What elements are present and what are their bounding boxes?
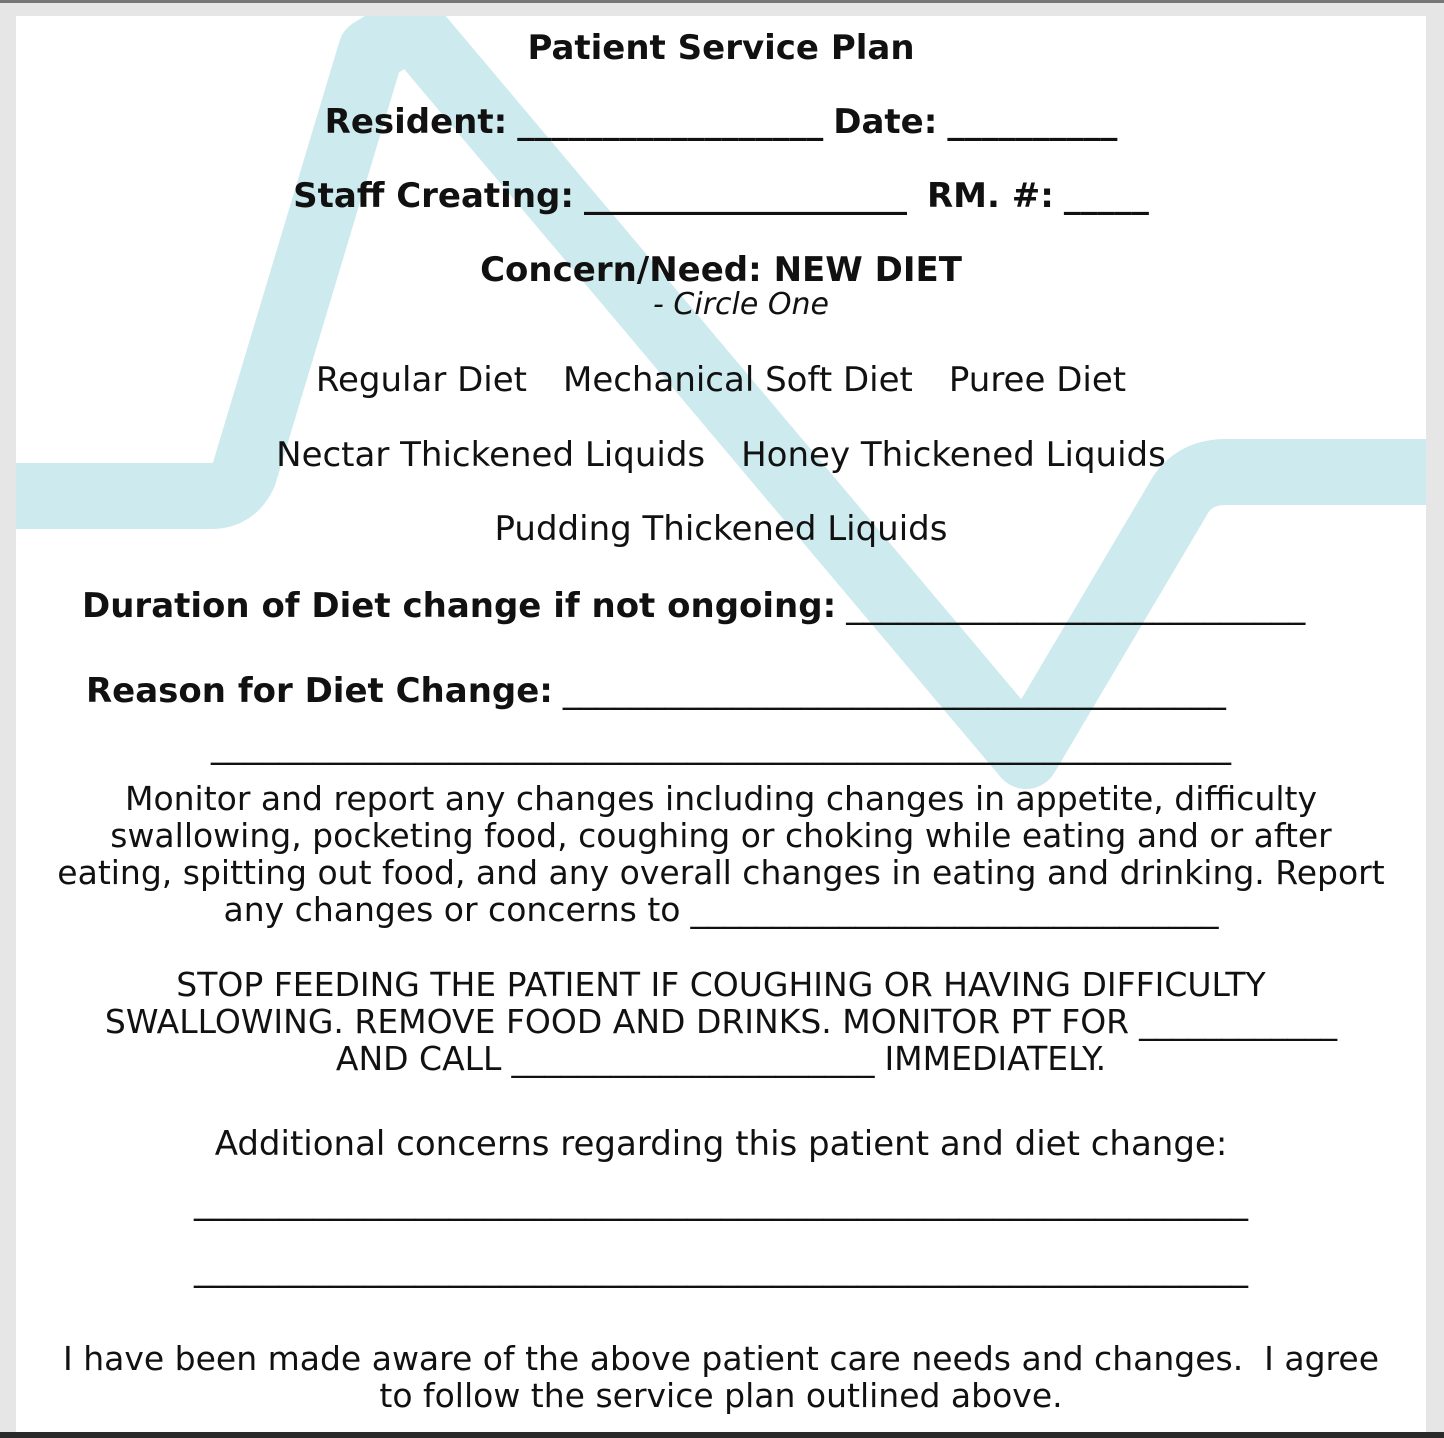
monitor-line-3: eating, spitting out food, and any overall changes in eating and drinking. Report <box>57 853 1385 892</box>
reason-field[interactable]: _______________________________________ <box>562 671 1226 711</box>
resident-date-row <box>16 104 1426 141</box>
monitor-instructions <box>16 780 1426 928</box>
reason-label: Reason for Diet Change: <box>86 671 553 711</box>
acknowledgement-line-2: to follow the service plan outlined above. <box>379 1376 1063 1415</box>
reason-row <box>86 673 1226 710</box>
stop-feeding-warning <box>16 966 1426 1077</box>
circle-one-note: - Circle One <box>653 287 829 322</box>
diet-options-row-3 <box>16 511 1426 548</box>
additional-concerns-field-1[interactable]: ______________________________________________________________ <box>194 1182 1248 1222</box>
acknowledgement-statement <box>16 1340 1426 1414</box>
option-nectar-thickened[interactable]: Nectar Thickened Liquids <box>276 435 706 475</box>
option-mechanical-soft-diet[interactable]: Mechanical Soft Diet <box>562 360 913 400</box>
option-puree-diet[interactable]: Puree Diet <box>948 360 1127 400</box>
stop-line-1: STOP FEEDING THE PATIENT IF COUGHING OR HAVING DIFFICULTY <box>176 965 1266 1004</box>
report-to-field[interactable]: ________________________________ <box>690 890 1219 929</box>
option-honey-thickened[interactable]: Honey Thickened Liquids <box>741 435 1166 475</box>
additional-concerns-field-2[interactable]: ______________________________________________________________ <box>194 1249 1248 1289</box>
resident-field[interactable]: __________________ <box>517 102 824 142</box>
stop-line-2: SWALLOWING. REMOVE FOOD AND DRINKS. MONITOR PT FOR ____________ <box>104 1002 1338 1041</box>
document-page <box>16 16 1426 1432</box>
acknowledgement-line-1: I have been made aware of the above patient care needs and changes. I agree <box>62 1339 1380 1378</box>
monitor-for-field[interactable]: ____________ <box>1139 1002 1338 1041</box>
stop-line-3: AND CALL ______________________ IMMEDIATELY. <box>335 1039 1107 1078</box>
concern-heading: Concern/Need: NEW DIET <box>480 250 962 290</box>
option-regular-diet[interactable]: Regular Diet <box>315 360 527 400</box>
duration-row <box>82 588 1305 625</box>
date-field[interactable]: __________ <box>947 102 1118 142</box>
additional-concerns-label: Additional concerns regarding this patient and diet change: <box>214 1124 1228 1164</box>
staff-label: Staff Creating: <box>293 176 574 216</box>
resident-label: Resident: <box>324 102 508 142</box>
top-frame-edge <box>0 0 1444 3</box>
page-title: Patient Service Plan <box>527 28 915 68</box>
call-field[interactable]: ______________________ <box>511 1039 875 1078</box>
room-label: RM. #: <box>926 176 1054 216</box>
reason-field-continued[interactable]: ____________________________________________________________ <box>211 726 1231 766</box>
staff-field[interactable]: ___________________ <box>583 176 907 216</box>
staff-room-row <box>16 178 1426 215</box>
room-field[interactable]: _____ <box>1063 176 1149 216</box>
monitor-line-1: Monitor and report any changes including changes in appetite, difficulty <box>124 779 1317 818</box>
monitor-line-4: any changes or concerns to ________________________________ <box>223 890 1219 929</box>
bottom-frame-edge <box>0 1432 1444 1438</box>
diet-options-row-2 <box>16 437 1426 474</box>
diet-options-row-1 <box>16 362 1426 399</box>
duration-label: Duration of Diet change if not ongoing: <box>82 586 837 626</box>
date-label: Date: <box>833 102 938 142</box>
monitor-line-2: swallowing, pocketing food, coughing or choking while eating and or after <box>110 816 1332 855</box>
duration-field[interactable]: ___________________________ <box>846 586 1306 626</box>
option-pudding-thickened[interactable]: Pudding Thickened Liquids <box>494 509 948 549</box>
